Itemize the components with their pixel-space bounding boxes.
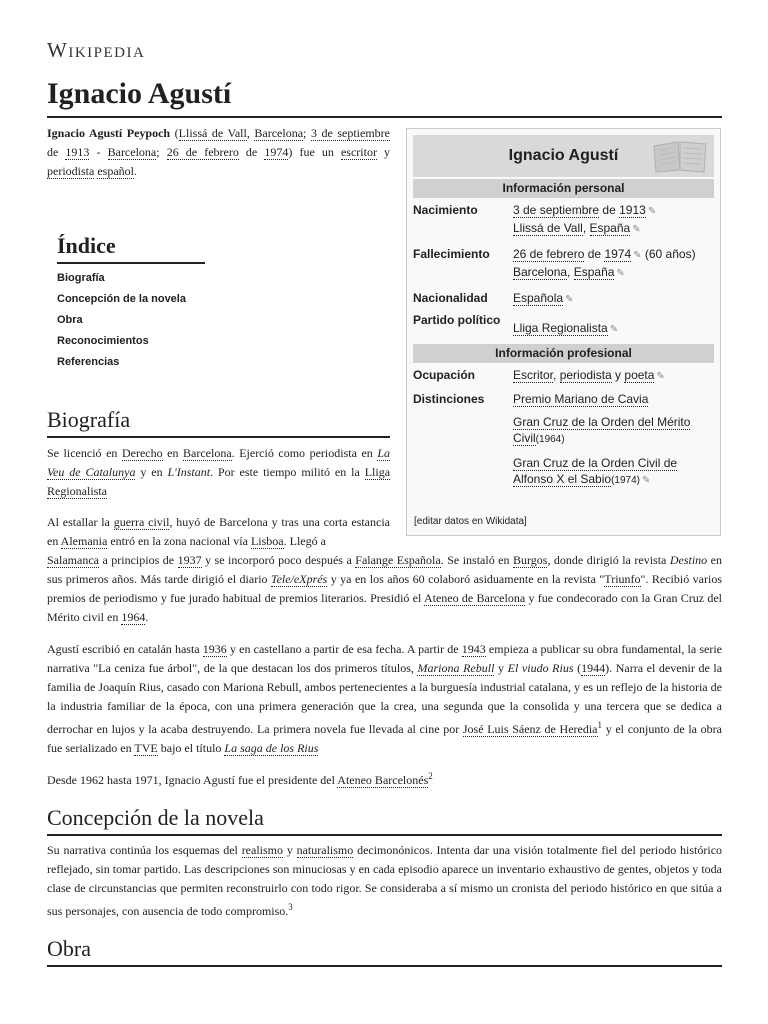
text-viudo-rius: El viudo Rius xyxy=(507,661,574,675)
honor2-year: (1964) xyxy=(535,434,565,445)
link-guerra-civil[interactable]: guerra civil xyxy=(113,515,170,529)
link-1936[interactable]: 1936 xyxy=(202,642,227,656)
text: Se licenció en xyxy=(47,446,118,460)
text: y el conjunto de la obra fue serializado en xyxy=(47,722,723,755)
text: . Se instaló en xyxy=(440,553,510,567)
text: y se incorporó poco después a xyxy=(205,553,352,567)
intro-paragraph: Ignacio Agustí Peypoch (Llissá de Vall, Barcelona; 3 de septiembre de 1913 - Barcelona; 26 de febrero de 1974) fue un escritor y periodista español. xyxy=(47,126,391,178)
text-instant: L'Instant xyxy=(167,465,211,479)
text: . Ejerció como periodista en xyxy=(231,446,373,460)
label-occupation: Ocupación xyxy=(413,368,476,382)
link-death-place[interactable]: Barcelona xyxy=(107,145,157,159)
text: en sus primeros años. Más tarde dirigió el diario xyxy=(47,553,722,586)
link-ib-escritor[interactable]: Escritor xyxy=(513,368,554,382)
link-veu-catalunya[interactable]: La Veu de Catalunya xyxy=(47,446,391,479)
text: empieza a publicar su obra fundamental, la serie narrativa "La ceniza fue árbol", de la que destacan los dos primeros títulos, xyxy=(47,642,722,675)
link-ib-death-year[interactable]: 1974 xyxy=(604,247,632,261)
link-1943[interactable]: 1943 xyxy=(461,642,486,656)
reference-2[interactable]: 2 xyxy=(428,771,433,781)
toc-item-referencias[interactable]: Referencias xyxy=(57,356,120,368)
link-periodista[interactable]: periodista xyxy=(47,164,95,178)
book-icon xyxy=(650,138,710,174)
row-honors xyxy=(413,391,714,496)
heading-biografia: Biografía xyxy=(47,407,390,438)
row-nationality xyxy=(413,290,714,308)
link-burgos[interactable]: Burgos xyxy=(513,553,548,567)
text: y fue condecorado con la Gran Cruz del Mérito civil en xyxy=(47,591,722,624)
text: y en xyxy=(140,465,163,479)
infobox-header xyxy=(413,135,714,177)
pencil-icon[interactable]: ✎ xyxy=(647,206,657,217)
concepcion-paragraph xyxy=(47,841,722,921)
text: ". Recibió varios premios de periodismo y fue jurado habitual de premios literarios. Presidió el xyxy=(47,572,723,605)
link-saenz-heredia[interactable]: José Luis Sáenz de Heredia xyxy=(462,722,598,736)
link-alemania[interactable]: Alemania xyxy=(60,534,108,548)
link-naturalismo[interactable]: naturalismo xyxy=(296,843,354,857)
bio-paragraph-1 xyxy=(47,444,390,501)
row-occupation: Ocupación Escritor, periodista y poeta ✎ xyxy=(413,367,714,385)
text: ( xyxy=(577,661,582,675)
toc-item-reconocimientos[interactable]: Reconocimientos xyxy=(57,335,149,347)
text: Agustí escribió en catalán hasta xyxy=(47,642,200,656)
link-honor-merito-civil[interactable]: Gran Cruz de la Orden del Mérito Civil xyxy=(513,415,691,445)
link-tve[interactable]: TVE xyxy=(134,741,158,755)
page-title: Ignacio Agustí xyxy=(47,76,722,118)
link-ib-birth-country[interactable]: España xyxy=(589,221,631,235)
text: y en castellano a partir de esa fecha. A partir de xyxy=(229,642,459,656)
link-realismo[interactable]: realismo xyxy=(241,843,284,857)
label-birth: Nacimiento xyxy=(413,203,478,217)
pencil-icon[interactable]: ✎ xyxy=(633,250,642,261)
wikipedia-wordmark[interactable]: Wikipedia xyxy=(47,38,146,62)
row-birth: Nacimiento 3 de septiembre de 1913 ✎ Llissá de Vall, España ✎ xyxy=(413,202,714,238)
link-death-year[interactable]: 1974 xyxy=(264,145,289,159)
link-mariona-rebull[interactable]: Mariona Rebull xyxy=(417,661,495,675)
link-ib-death-date[interactable]: 26 de febrero xyxy=(513,247,585,261)
link-lliga[interactable]: Lliga Regionalista xyxy=(47,465,391,498)
link-ateneo-barcelones[interactable]: Ateneo Barcelonés xyxy=(337,773,429,787)
link-birth-region[interactable]: Barcelona xyxy=(254,126,304,140)
bio-paragraph-3 xyxy=(47,640,722,758)
reference-1[interactable]: 1 xyxy=(597,720,603,730)
link-ib-death-city[interactable]: Barcelona xyxy=(513,265,568,279)
link-1944[interactable]: 1944 xyxy=(581,661,606,675)
infobox xyxy=(406,128,721,536)
table-of-contents xyxy=(57,233,217,373)
link-ib-periodista[interactable]: periodista xyxy=(559,368,612,382)
toc-item-concepcion[interactable]: Concepción de la novela xyxy=(57,293,186,305)
text: en xyxy=(167,446,179,460)
text-de: de xyxy=(587,247,602,261)
edit-wikidata-link[interactable]: [editar datos en Wikidata] xyxy=(414,516,527,527)
link-saga-rius[interactable]: La saga de los Rius xyxy=(224,741,319,755)
death-age: (60 años) xyxy=(644,247,696,261)
link-lisboa[interactable]: Lisboa xyxy=(250,534,284,548)
link-ib-birth-place[interactable]: Llissá de Vall xyxy=(513,221,583,235)
link-tele-expres[interactable]: Tele/eXprés xyxy=(271,572,328,586)
pencil-icon[interactable]: ✎ xyxy=(656,371,665,382)
text: decimonónicos. Intenta dar una visión totalmente fiel del periodo histórico reflejado, sin tomar partido. Las descripciones son minuciosas y en cada episodio aparece un inventario exhaustivo de gentes, objetos y toda clase de circunstancias que permiten reconstruirlo con todo rigor. Se consideraba a sí mismo un cronista del periodo histórico en que sitúa a sus personajes, con ausencia de todo compromiso. xyxy=(47,843,723,918)
link-ib-poeta[interactable]: poeta xyxy=(624,368,655,382)
link-ateneo-barcelona[interactable]: Ateneo de Barcelona xyxy=(423,591,526,605)
link-derecho[interactable]: Derecho xyxy=(121,446,163,460)
bio-paragraph-2-rest xyxy=(47,551,722,627)
text: Desde 1962 hasta 1971, Ignacio Agustí fue el presidente del xyxy=(47,773,335,787)
bio-paragraph-4 xyxy=(47,767,722,790)
text: y xyxy=(286,843,293,857)
text: . xyxy=(145,610,149,624)
text: . Llegó a xyxy=(283,534,326,548)
intro-text: y xyxy=(384,145,391,159)
reference-3[interactable]: 3 xyxy=(288,902,293,912)
link-ib-party[interactable]: Lliga Regionalista xyxy=(513,321,608,335)
text: , huyó de Barcelona y tras una corta estancia en xyxy=(47,515,390,548)
section-personal: Información personal xyxy=(413,179,714,198)
row-party xyxy=(413,312,714,338)
honor3-year: (1974) xyxy=(611,475,640,486)
intro-name: Ignacio Agustí Peypoch xyxy=(47,126,171,140)
toc-title: Índice xyxy=(57,233,205,264)
text: a principios de xyxy=(102,553,175,567)
pencil-icon[interactable]: ✎ xyxy=(632,224,641,235)
section-professional: Información profesional xyxy=(413,344,714,363)
link-ib-birth-date[interactable]: 3 de septiembre xyxy=(513,203,600,217)
text: y ya en los años 60 colaboró asiduamente en la revista " xyxy=(330,572,605,586)
pencil-icon[interactable]: ✎ xyxy=(609,324,619,335)
label-nationality: Nacionalidad xyxy=(413,291,488,305)
link-birth-place[interactable]: Llissá de Vall xyxy=(178,126,247,140)
text-destino: Destino xyxy=(669,553,708,567)
link-triunfo[interactable]: Triunfo xyxy=(604,572,641,586)
link-barcelona[interactable]: Barcelona xyxy=(183,446,232,460)
heading-obra: Obra xyxy=(47,936,722,967)
pencil-icon[interactable]: ✎ xyxy=(641,475,651,486)
link-birth-day[interactable]: 3 de septiembre xyxy=(310,126,391,140)
link-birth-year[interactable]: 1913 xyxy=(65,145,90,159)
link-ib-death-country[interactable]: España xyxy=(573,265,615,279)
label-party: Partido político xyxy=(413,313,501,327)
label-death: Fallecimiento xyxy=(413,247,490,261)
text: , donde dirigió la revista xyxy=(547,553,667,567)
text-de: de xyxy=(602,203,616,217)
infobox-title: Ignacio Agustí xyxy=(508,147,619,164)
link-1964[interactable]: 1964 xyxy=(121,610,146,624)
text: y xyxy=(498,661,505,675)
text: . Por este tiempo militó en la xyxy=(210,465,360,479)
link-espanol[interactable]: español xyxy=(97,164,134,178)
link-falange[interactable]: Falange Española xyxy=(355,553,441,567)
heading-concepcion: Concepción de la novela xyxy=(47,805,722,836)
link-honor-alfonso-x[interactable]: Gran Cruz de la Orden Civil de Alfonso X el Sabio xyxy=(513,456,678,486)
link-salamanca[interactable]: Salamanca xyxy=(47,553,99,567)
text: bajo el título xyxy=(160,741,222,755)
pencil-icon[interactable]: ✎ xyxy=(565,294,574,305)
text: entró en la zona nacional vía xyxy=(110,534,248,548)
bio-paragraph-2 xyxy=(47,513,722,627)
text: Al estallar la xyxy=(47,515,110,529)
toc-item-biografia[interactable]: Biografía xyxy=(57,272,105,284)
toc-item-obra[interactable]: Obra xyxy=(57,314,83,326)
intro-text: fue un xyxy=(299,145,334,159)
link-1937[interactable]: 1937 xyxy=(177,553,202,567)
text: ). Narra el devenir de la familia de Joaquín Rius, casado con Mariona Rebull, ambos pertenecientes a la burguesía industrial catalana, y es un reflejo de la historia de la industria familiar de la época, con una primera generación que la crea, una segunda que la consolida y una tercera que se dedica a derrochar en lujos y la acaba destruyendo. La primera novela fue llevada al cine por xyxy=(47,661,723,736)
link-escritor[interactable]: escritor xyxy=(340,145,377,159)
text: Su narrativa continúa los esquemas del xyxy=(47,843,238,857)
pencil-icon[interactable]: ✎ xyxy=(616,268,625,279)
link-ib-nationality[interactable]: Española xyxy=(513,291,564,305)
row-death: Fallecimiento 26 de febrero de 1974 ✎ (60 años) Barcelona, España ✎ xyxy=(413,246,714,282)
label-honors: Distinciones xyxy=(413,392,485,406)
link-ib-birth-year[interactable]: 1913 xyxy=(619,203,646,217)
link-honor-cavia[interactable]: Premio Mariano de Cavia xyxy=(513,392,649,406)
bio-paragraph-2-start xyxy=(47,513,390,551)
link-death-day[interactable]: 26 de febrero xyxy=(166,145,239,159)
